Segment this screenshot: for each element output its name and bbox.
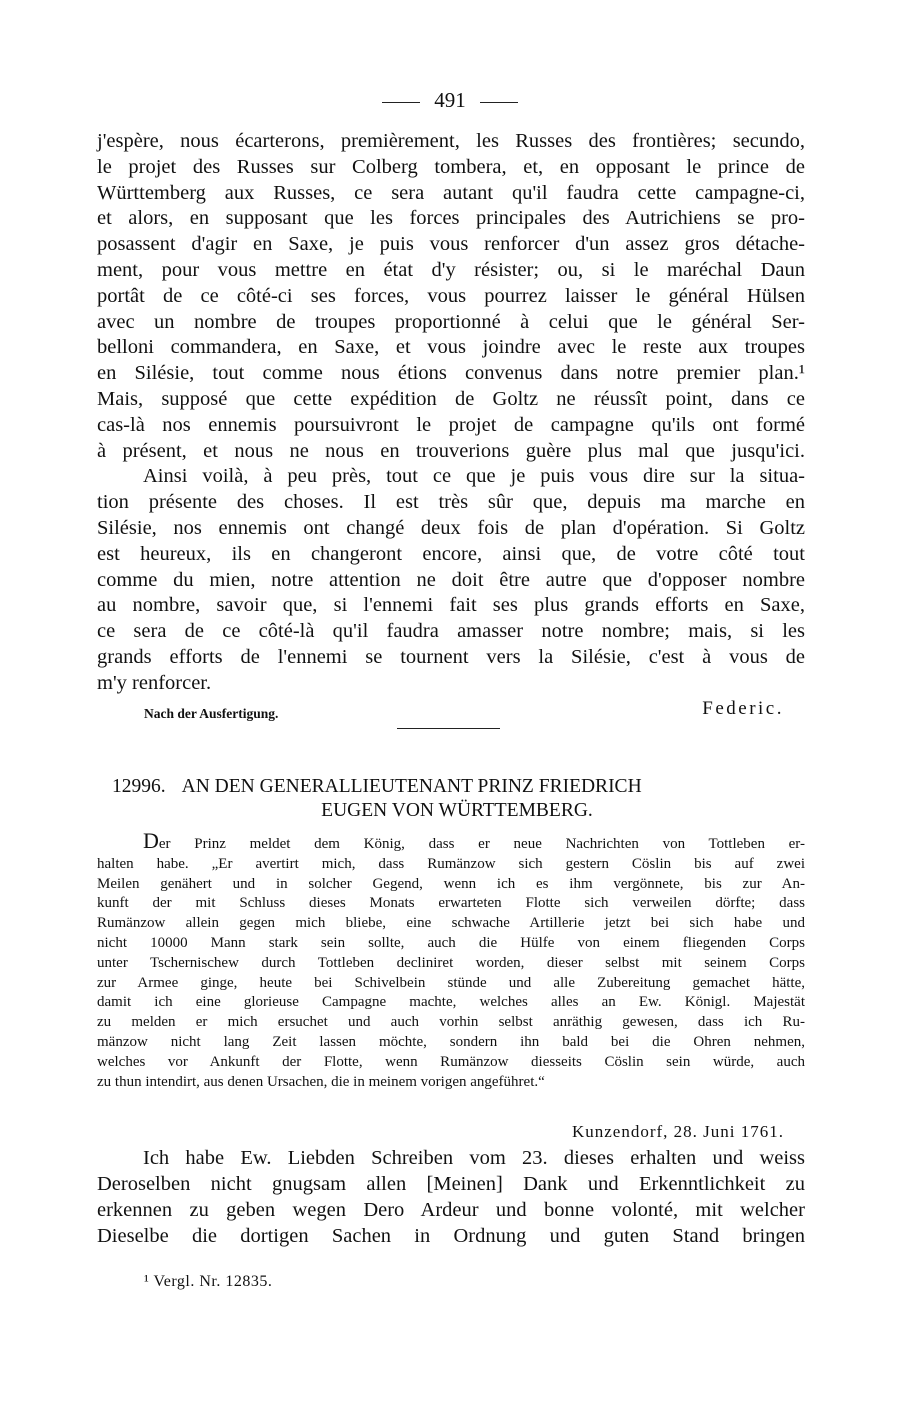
summary-line: nicht 10000 Mann stark sein sollte, auch die Hülfe von einem fliegenden Corps bbox=[97, 934, 805, 951]
letter-text bbox=[97, 1145, 805, 1249]
summary-line bbox=[97, 828, 805, 855]
text-line: tion présente des choses. Il est très sûr que, depuis ma marche en bbox=[97, 491, 805, 514]
summary-line: kunft der mit Schluss dieses Monats erwarteten Flotte sich verweilen dörfte; dass bbox=[97, 895, 805, 912]
header-dash-left bbox=[382, 102, 420, 103]
dateline-date: 28. Juni 1761. bbox=[673, 1122, 784, 1141]
text-line: cas-là nos ennemis poursuivront le projet de campagne qu'ils ont formé bbox=[97, 413, 805, 436]
text-line: comme du mien, notre attention ne doit être autre que d'opposer nombre bbox=[97, 568, 805, 591]
summary-line: Rumänzow allein gegen mich bliebe, eine schwache Artillerie jetzt bei sich habe und bbox=[97, 915, 805, 932]
letter-line: Dieselbe die dortigen Sachen in Ordnung und guten Stand bringen bbox=[97, 1225, 805, 1247]
text-line: Württemberg aux Russes, ce sera autant qu'il faudra cette campagne-ci, bbox=[97, 181, 805, 204]
text-line: grands efforts de l'ennemi se tournent vers la Silésie, c'est à vous de bbox=[97, 645, 805, 668]
text-line: Mais, supposé que cette expédition de Goltz ne réussît point, dans ce bbox=[97, 387, 805, 410]
heading-text-1: AN DEN GENERALLIEUTENANT PRINZ FRIEDRICH bbox=[181, 776, 642, 797]
signature: Federic. bbox=[702, 698, 784, 719]
text-line: ment, pour vous mettre en état d'y résister; ou, si le maréchal Daun bbox=[97, 258, 805, 281]
document-number: 12996. bbox=[112, 776, 166, 797]
summary-dropcap: D bbox=[143, 828, 159, 853]
text-line: ce sera de ce côté-là qu'il faudra amasser notre nombre; mais, si les bbox=[97, 620, 805, 643]
letter-line: erkennen zu geben wegen Dero Ardeur und bonne volonté, mit welcher bbox=[97, 1199, 805, 1221]
summary-line: halten habe. „Er avertirt mich, dass Rumänzow sich gestern Cöslin bis auf zwei bbox=[97, 855, 805, 872]
text-line: j'espère, nous écarterons, premièrement, les Russes des frontières; secundo, bbox=[97, 130, 805, 152]
summary-line: zur Armee ginge, heute bei Schivelbein stünde und alle Zubereitung gemachet hätte, bbox=[97, 974, 805, 991]
text-line: belloni commandera, en Saxe, et vous joindre avec le reste aux troupes bbox=[97, 336, 805, 359]
text-line: le projet des Russes sur Colberg tombera, et, en opposant le prince de bbox=[97, 155, 805, 178]
text-line: à présent, et nous ne nous en trouverions guère plus mal que jusqu'ici. bbox=[97, 439, 805, 462]
summary-line: damit ich eine glorieuse Campagne machte, welches alles an Ew. Königl. Majestät bbox=[97, 994, 805, 1011]
summary-line-text: er Prinz meldet dem König, dass er neue Nachrichten von Tottleben er- bbox=[158, 836, 805, 852]
dateline-place: Kunzendorf, bbox=[571, 1122, 669, 1141]
text-line: est heureux, ils en changeront encore, ainsi que, de votre côté tout bbox=[97, 542, 805, 565]
letter-line: Deroselben nicht gnugsam allen [Meinen] Dank und Erkenntlichkeit zu bbox=[97, 1173, 805, 1195]
summary-line: unter Tschernischew durch Tottleben decliniret worden, dieser selbst mit seinem Corps bbox=[97, 954, 805, 971]
heading-line-2: EUGEN VON WÜRTTEMBERG. bbox=[321, 800, 593, 821]
text-line: et alors, en supposant que les forces principales des Autrichiens se pro- bbox=[97, 207, 805, 230]
text-line: posassent d'agir en Saxe, je puis vous renforcer d'un assez gros détache- bbox=[97, 233, 805, 256]
text-line: au nombre, savoir que, si l'ennemi fait ses plus grands efforts en Saxe, bbox=[97, 594, 805, 617]
document-heading bbox=[112, 775, 802, 823]
source-note: Nach der Ausfertigung. bbox=[144, 706, 279, 721]
summary-line: zu thun intendirt, aus denen Ursachen, die in meinem vorigen angeführet.“ bbox=[97, 1073, 545, 1090]
signoff-row bbox=[144, 698, 784, 724]
summary-line: Meilen genähert und in solcher Gegend, wenn ich es ihm vergönnete, bis zur An- bbox=[97, 875, 805, 892]
page-header bbox=[0, 86, 900, 114]
main-text bbox=[97, 129, 805, 697]
summary-line: mänzow nicht lang Zeit lassen möchte, sondern ihn bald bei die Ohren nehmen, bbox=[97, 1033, 805, 1050]
section-separator bbox=[397, 728, 500, 729]
footnote: ¹ Vergl. Nr. 12835. bbox=[144, 1273, 273, 1290]
text-line: m'y renforcer. bbox=[97, 671, 212, 694]
summary-line: welches vor Ankunft der Flotte, wenn Rumänzow diesseits Cöslin sein würde, auch bbox=[97, 1053, 805, 1070]
letter-line: Ich habe Ew. Liebden Schreiben vom 23. dieses erhalten und weiss bbox=[143, 1147, 805, 1169]
page-number: 491 bbox=[434, 88, 466, 112]
document-summary bbox=[97, 828, 805, 1092]
text-line: avec un nombre de troupes proportionné à celui que le général Ser- bbox=[97, 310, 805, 333]
text-line: portât de ce côté-ci ses forces, vous pourrez laisser le général Hülsen bbox=[97, 284, 805, 307]
text-line: Silésie, nos ennemis ont changé deux fois de plan d'opération. Si Goltz bbox=[97, 516, 805, 539]
summary-line: zu melden er mich ersuchet und auch vorhin selbst anräthig gewesen, dass ich Ru- bbox=[97, 1014, 805, 1031]
text-line: en Silésie, tout comme nous étions convenus dans notre premier plan.¹ bbox=[97, 362, 805, 385]
text-line: Ainsi voilà, à peu près, tout ce que je puis vous dire sur la situa- bbox=[143, 465, 805, 488]
heading-line-1 bbox=[112, 775, 802, 799]
header-dash-right bbox=[480, 102, 518, 103]
dateline bbox=[572, 1122, 784, 1142]
